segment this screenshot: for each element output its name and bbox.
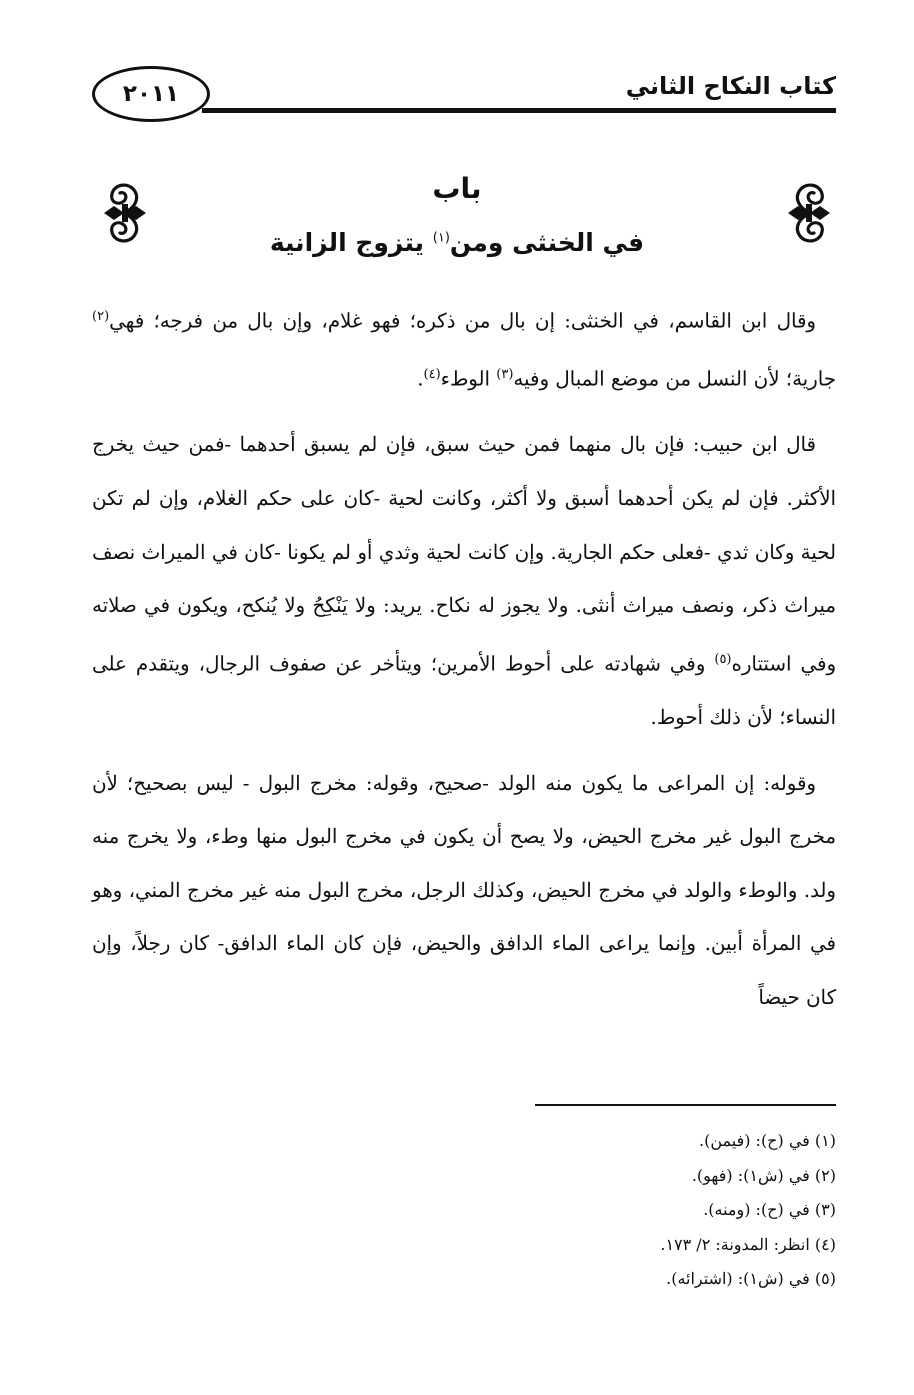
chapter-title-part2: يتزوج الزانية <box>269 228 433 257</box>
footnote-2: (٢) في (ش١): (فهو). <box>691 1165 836 1185</box>
footnote-separator <box>535 1104 836 1106</box>
page-number: ٢٠١١ <box>92 66 210 122</box>
paragraph-3 <box>92 757 836 1025</box>
footnote-3: (٣) في (ح): (ومنه). <box>703 1200 836 1220</box>
footnote-ref: (٢) <box>92 309 110 324</box>
footnotes <box>300 1124 836 1297</box>
chapter-label: باب <box>432 172 482 205</box>
footnote-1: (١) في (ح): (فيمن). <box>698 1131 836 1150</box>
ornament-left-icon <box>100 178 150 248</box>
text-run: وفي شهادته على أحوط الأمرين؛ ويتأخر عن صفوف الرجال، ويتقدم على النساء؛ لأن ذلك أحوط. <box>92 652 836 729</box>
text-run: . <box>417 367 424 391</box>
ornament-right-icon <box>784 178 834 248</box>
footnote-4: (٤) انظر: المدونة: ٢/ ١٧٣. <box>660 1234 836 1254</box>
footnote-ref: (٤) <box>423 367 441 383</box>
paragraph-1 <box>92 290 836 406</box>
text-run: الوطء <box>440 367 497 391</box>
book-title: كتاب النكاح الثاني <box>625 72 836 100</box>
body-text <box>92 290 836 1025</box>
chapter-title-part1: في الخنثى ومن <box>449 228 645 257</box>
footnote-ref: (١) <box>432 230 450 246</box>
chapter-title <box>150 228 764 257</box>
header-rule <box>202 108 836 113</box>
page-header <box>92 58 836 118</box>
text-run: قال ابن حبيب: فإن بال منهما فمن حيث سبق، فإن لم يسبق أحدهما -فمن حيث يخرج الأكثر. فإن لم يكن أحدهما أسبق ولا أكثر، وكانت لحية -كان على حكم الغلام، وإن لم تكن لحية وكان ثدي -فعلى حكم الجارية. وإن كانت لحية وثدي أو لم يكونا -كان في الميراث نصف ميراث ذكر، ونصف ميراث أنثى. ولا يجوز له نكاح. يريد: ولا يَنْكِحُ ولا يُنكح، ويكون في صلاته وفي استتاره <box>92 433 836 676</box>
text-run: وقوله: إن المراعى ما يكون منه الولد -صحيح، وقوله: مخرج البول - ليس بصحيح؛ لأن مخرج البول غير مخرج الحيض، ولا يصح أن يكون في مخرج البول منها وطء، ولا يخرج منه ولد. والوطء والولد في مخرج الحيض، وكذلك الرجل، مخرج البول منه غير مخرج المني، وهو في المرأة أبين. وإنما يراعى الماء الدافق والحيض، فإن كان الماء الدافق- كان رجلاً، وإن كان حيضاً <box>92 771 836 1009</box>
footnote-ref: (٣) <box>496 367 514 383</box>
text-run: جارية؛ لأن النسل من موضع المبال وفيه <box>513 367 836 391</box>
footnote-5: (٥) في (ش١): (اشترائه). <box>666 1269 836 1289</box>
footnote-ref: (٥) <box>714 651 732 667</box>
text-run: وقال ابن القاسم، في الخنثى: إن بال من ذكره؛ فهو غلام، وإن بال من فرجه؛ فهي <box>109 309 816 333</box>
paragraph-2 <box>92 418 836 744</box>
